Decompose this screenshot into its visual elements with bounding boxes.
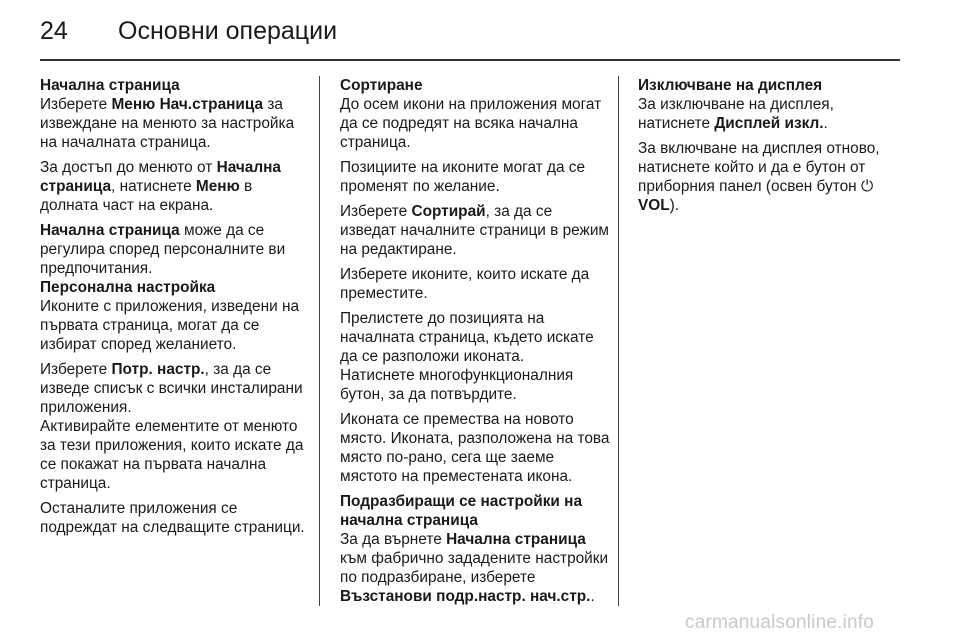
column-3	[638, 76, 908, 221]
menu-command: Сортирай	[411, 203, 486, 220]
header-rule	[40, 59, 900, 61]
paragraph: До осем икони на приложения могат да се подредят на всяка начална страница.	[340, 96, 602, 151]
menu-command: Потр. настр.	[111, 361, 205, 378]
paragraph	[40, 221, 310, 278]
column-divider-1	[319, 76, 320, 606]
button-name: VOL	[638, 197, 670, 214]
paragraph	[638, 95, 908, 133]
text: , за да се изведат началните страници в режим на редактиране.	[340, 203, 610, 258]
watermark: carmanualsonline.info	[685, 612, 875, 633]
paragraph: Прелистете до позицията на началната страница, където искате да се разположи иконата.	[340, 310, 594, 365]
paragraph: Натиснете многофункционалния бутон, за да потвърдите.	[340, 367, 574, 403]
text: .	[823, 115, 828, 132]
menu-command: Меню Нач.страница	[111, 96, 264, 113]
text: За достъп до менюто от	[40, 159, 217, 176]
section-heading-sort: Сортиране	[340, 77, 423, 94]
text: Изберете	[40, 96, 112, 113]
column-1	[40, 76, 310, 543]
paragraph	[40, 158, 310, 215]
text: За включване на дисплея отново, натиснете който и да е бутон от приборния панел (освен бутон	[638, 140, 880, 195]
text: , натиснете	[111, 178, 196, 195]
menu-command: Начална страница	[40, 159, 281, 195]
text: може да се регулира според персоналните ви предпочитания.	[40, 222, 286, 277]
paragraph	[340, 202, 610, 259]
paragraph	[40, 360, 310, 417]
section-heading-display-off: Изключване на дисплея	[638, 77, 823, 94]
text: За да върнете	[340, 531, 447, 548]
column-divider-2	[618, 76, 619, 606]
paragraph: Активирайте елементите от менюто за тези приложения, които искате да се покажат на първата начална страница.	[40, 418, 304, 492]
section-heading-home: Начална страница	[40, 77, 180, 94]
column-2	[340, 76, 610, 612]
paragraph: Позициите на иконите могат да се променят по желание.	[340, 159, 586, 195]
text: Изберете	[340, 203, 412, 220]
paragraph: Останалите приложения се подреждат на следващите страници.	[40, 500, 305, 536]
text: , за да се изведе списък с всички инсталирани приложения.	[40, 361, 303, 416]
page-number: 24	[40, 17, 68, 45]
paragraph: Иконите с приложения, изведени на първата страница, могат да се избират според желанието.	[40, 298, 300, 353]
paragraph	[638, 139, 908, 215]
paragraph: Иконата се премества на новото място. Иконата, разположена на това място по-рано, сега ще заеме мястото на преместената икона.	[340, 411, 610, 485]
text: За изключване на дисплея, натиснете	[638, 96, 834, 132]
paragraph	[340, 530, 610, 606]
section-heading-personal: Персонална настройка	[40, 279, 216, 296]
text: за извеждане на менюто за настройка на началната страница.	[40, 96, 295, 151]
page-title: Основни операции	[118, 17, 338, 45]
menu-command: Меню	[195, 178, 240, 195]
text: в долната част на екрана.	[40, 178, 253, 214]
menu-command: Начална страница	[446, 531, 586, 548]
paragraph: Изберете иконите, които искате да преместите.	[340, 266, 590, 302]
power-icon: ⏻	[860, 178, 874, 195]
section-heading-defaults: Подразбиращи се настройки на начална страница	[340, 493, 583, 529]
text: ).	[669, 197, 680, 214]
menu-command: Възстанови подр.настр. нач.стр.	[340, 588, 591, 605]
menu-command: Начална страница	[40, 222, 180, 239]
text: .	[590, 588, 595, 605]
text: Изберете	[40, 361, 112, 378]
menu-command: Дисплей изкл.	[714, 115, 824, 132]
paragraph	[40, 95, 310, 152]
text: към фабрично зададените настройки по подразбиране, изберете	[340, 550, 609, 586]
